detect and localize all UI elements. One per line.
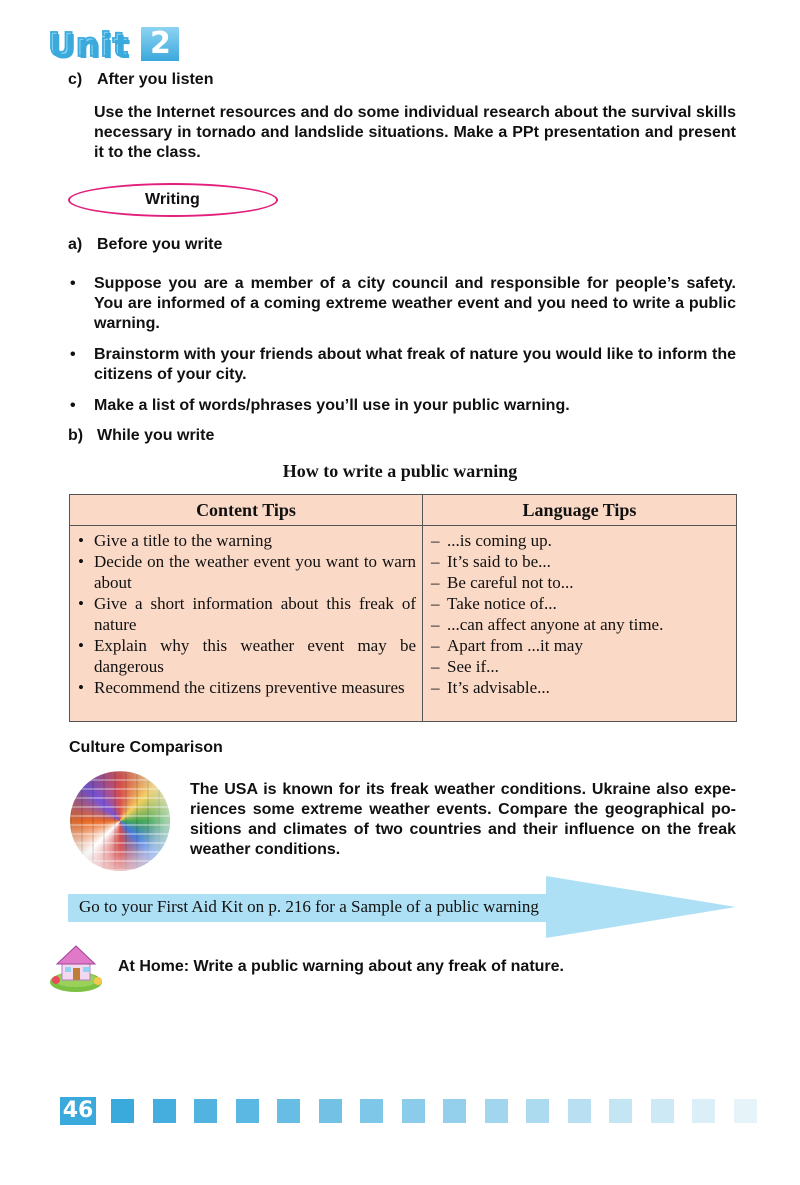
footer-square	[651, 1099, 674, 1123]
language-tips-cell	[423, 526, 737, 722]
list-item: – It’s said to be...	[431, 552, 551, 571]
flags-globe-icon	[70, 771, 170, 871]
footer-square	[692, 1099, 715, 1123]
after-listen-heading	[68, 71, 213, 89]
before-write-heading	[68, 236, 222, 254]
unit-number: 2	[141, 27, 179, 61]
list-item: – Take notice of...	[431, 594, 557, 613]
footer-square	[153, 1099, 176, 1123]
section-letter: b)	[68, 427, 84, 444]
footer-square	[734, 1099, 757, 1123]
list-item: • Recommend the citizens preventive measures	[78, 678, 405, 697]
footer-square	[568, 1099, 591, 1123]
section-letter: c)	[68, 71, 83, 88]
column-header-content: Content Tips	[70, 495, 423, 526]
unit-header	[46, 26, 179, 62]
culture-comparison-heading: Culture Comparison	[69, 739, 223, 756]
footer-square	[111, 1099, 134, 1123]
footer-square	[360, 1099, 383, 1123]
while-write-heading	[68, 427, 214, 445]
house-icon	[48, 940, 108, 994]
list-item: – ...is coming up.	[431, 531, 552, 550]
list-item: • Make a list of words/phrases you’ll use in your public warning.	[70, 397, 570, 414]
footer-square	[443, 1099, 466, 1123]
footer-square	[402, 1099, 425, 1123]
section-letter: a)	[68, 236, 83, 253]
list-item: – ...can affect anyone at any time.	[431, 615, 664, 634]
column-header-language: Language Tips	[423, 495, 737, 526]
footer-square	[319, 1099, 342, 1123]
footer-square	[236, 1099, 259, 1123]
list-item: • Explain why this weather event may be dangerous	[78, 636, 416, 676]
unit-label: Unit	[48, 24, 130, 64]
footer-square	[485, 1099, 508, 1123]
list-item: • Suppose you are a member of a city council and responsible for people’s safety. You are informed of a coming extreme weather event and you need to write a public warning.	[70, 275, 736, 332]
list-item: • Brainstorm with your friends about what freak of nature you would like to inform the citizens of your city.	[70, 346, 736, 383]
home-assignment: At Home: Write a public warning about any freak of nature.	[118, 958, 564, 975]
tips-table	[69, 494, 737, 722]
before-write-bullets	[68, 274, 736, 416]
section-title: Before you write	[97, 236, 223, 253]
section-title: While you write	[97, 427, 215, 444]
list-item: • Decide on the weather event you want to warn about	[78, 552, 416, 592]
footer-square	[277, 1099, 300, 1123]
page-number: 46	[60, 1097, 96, 1125]
footer-square	[194, 1099, 217, 1123]
table-title: How to write a public warning	[282, 461, 518, 481]
content-tips-list	[78, 530, 416, 698]
list-item: • Give a title to the warning	[78, 531, 272, 550]
first-aid-kit-reference: Go to your First Aid Kit on p. 216 for a Sample of a public warning	[79, 897, 539, 916]
language-tips-list	[431, 530, 730, 698]
culture-comparison-text: The USA is known for its freak weather conditions. Ukraine also experiences some extreme weather events. Compare the geographical positions and climates of two countries and their influence on the freak weather conditions.	[190, 781, 736, 858]
list-item: – Apart from ...it may	[431, 636, 583, 655]
after-listen-text: Use the Internet resources and do some individual research about the survival skills necessary in tornado and landslide situations. Make a PPt presentation and present it to the class.	[94, 104, 736, 161]
content-tips-cell	[70, 526, 423, 722]
section-title: After you listen	[97, 71, 214, 88]
list-item: – See if...	[431, 657, 499, 676]
list-item: – It’s advisable...	[431, 678, 550, 697]
writing-section-label: Writing	[145, 191, 200, 208]
footer-square	[526, 1099, 549, 1123]
list-item: – Be careful not to...	[431, 573, 574, 592]
list-item: • Give a short information about this freak of nature	[78, 594, 416, 634]
footer-square	[609, 1099, 632, 1123]
